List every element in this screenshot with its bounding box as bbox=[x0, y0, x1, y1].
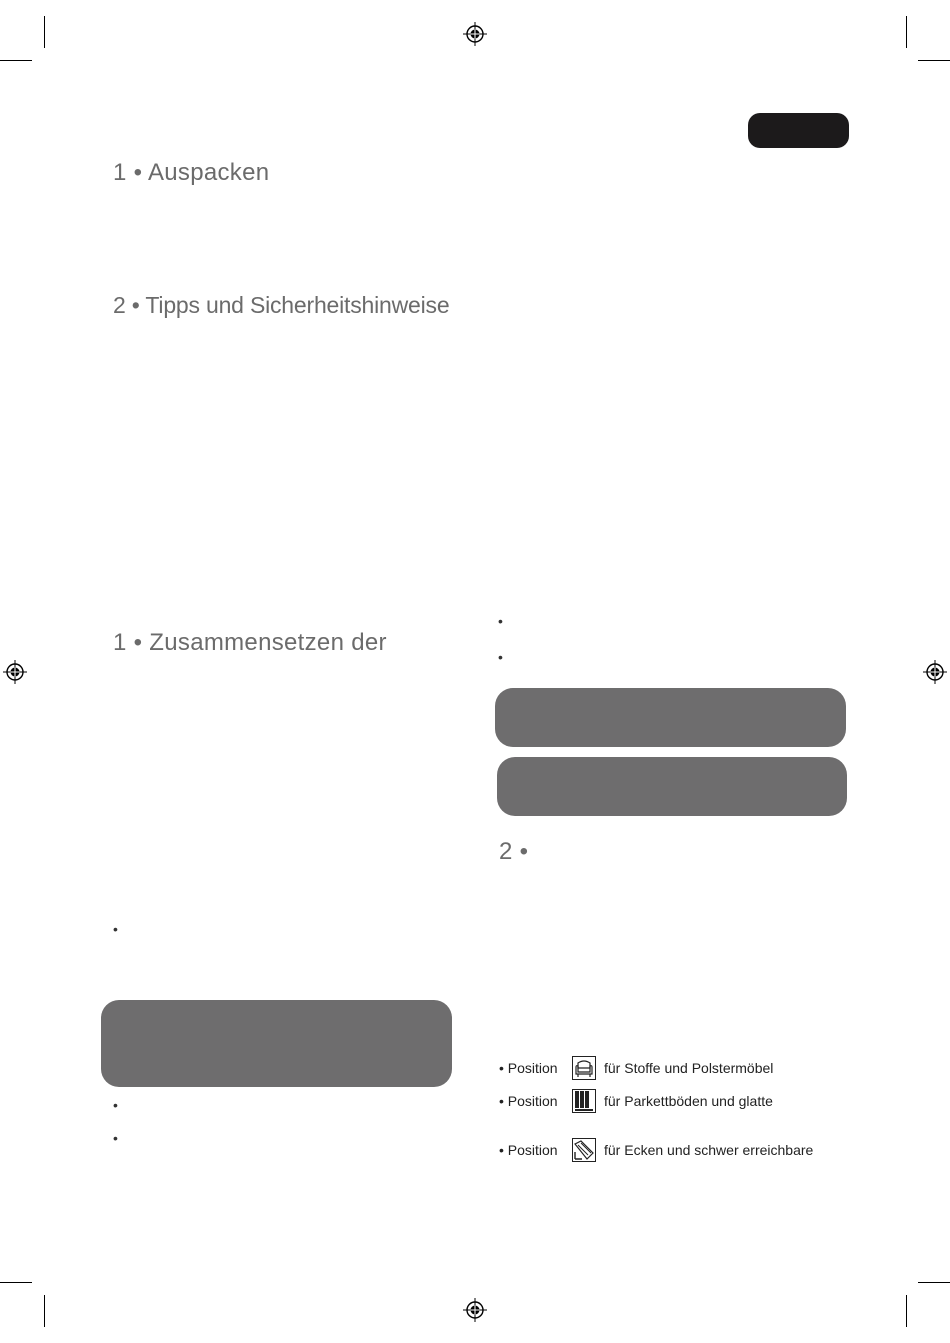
registration-mark-icon bbox=[463, 22, 487, 46]
registration-mark-icon bbox=[923, 660, 947, 684]
bullet-point: • bbox=[113, 1130, 118, 1146]
crop-mark-top-right-horizontal bbox=[918, 60, 950, 61]
position-label: • Position bbox=[499, 1142, 558, 1158]
crop-mark-top-left-vertical bbox=[44, 16, 45, 48]
bullet-point: • bbox=[113, 1097, 118, 1113]
bullet-point: • bbox=[113, 921, 118, 937]
crop-mark-top-left-horizontal bbox=[0, 60, 32, 61]
bullet-point: • bbox=[498, 613, 503, 629]
position-description: für Stoffe und Polstermöbel bbox=[604, 1060, 774, 1076]
heading-section-two: 2 • bbox=[499, 838, 529, 865]
heading-unpacking: 1 • Auspacken bbox=[113, 159, 270, 186]
corner-icon bbox=[572, 1138, 596, 1162]
language-tab bbox=[748, 113, 849, 148]
crop-mark-bottom-left-vertical bbox=[44, 1295, 45, 1327]
registration-mark-icon bbox=[463, 1298, 487, 1322]
heading-tips-safety: 2 • Tipps und Sicherheitshinweise bbox=[113, 292, 450, 318]
position-description: für Parkettböden und glatte bbox=[604, 1093, 773, 1109]
grey-notice-box bbox=[495, 688, 846, 747]
crop-mark-bottom-left-horizontal bbox=[0, 1282, 32, 1283]
crop-mark-top-right-vertical bbox=[906, 16, 907, 48]
heading-assembly: 1 • Zusammensetzen der bbox=[113, 629, 387, 656]
bullet-point: • bbox=[498, 649, 503, 665]
crop-mark-bottom-right-vertical bbox=[906, 1295, 907, 1327]
position-description: für Ecken und schwer erreichbare bbox=[604, 1142, 814, 1158]
registration-mark-icon bbox=[3, 660, 27, 684]
grey-notice-box bbox=[497, 757, 847, 816]
position-label: • Position bbox=[499, 1093, 558, 1109]
parquet-floor-icon bbox=[572, 1089, 596, 1113]
grey-notice-box bbox=[101, 1000, 452, 1087]
armchair-icon bbox=[572, 1056, 596, 1080]
crop-mark-bottom-right-horizontal bbox=[918, 1282, 950, 1283]
position-label: • Position bbox=[499, 1060, 558, 1076]
